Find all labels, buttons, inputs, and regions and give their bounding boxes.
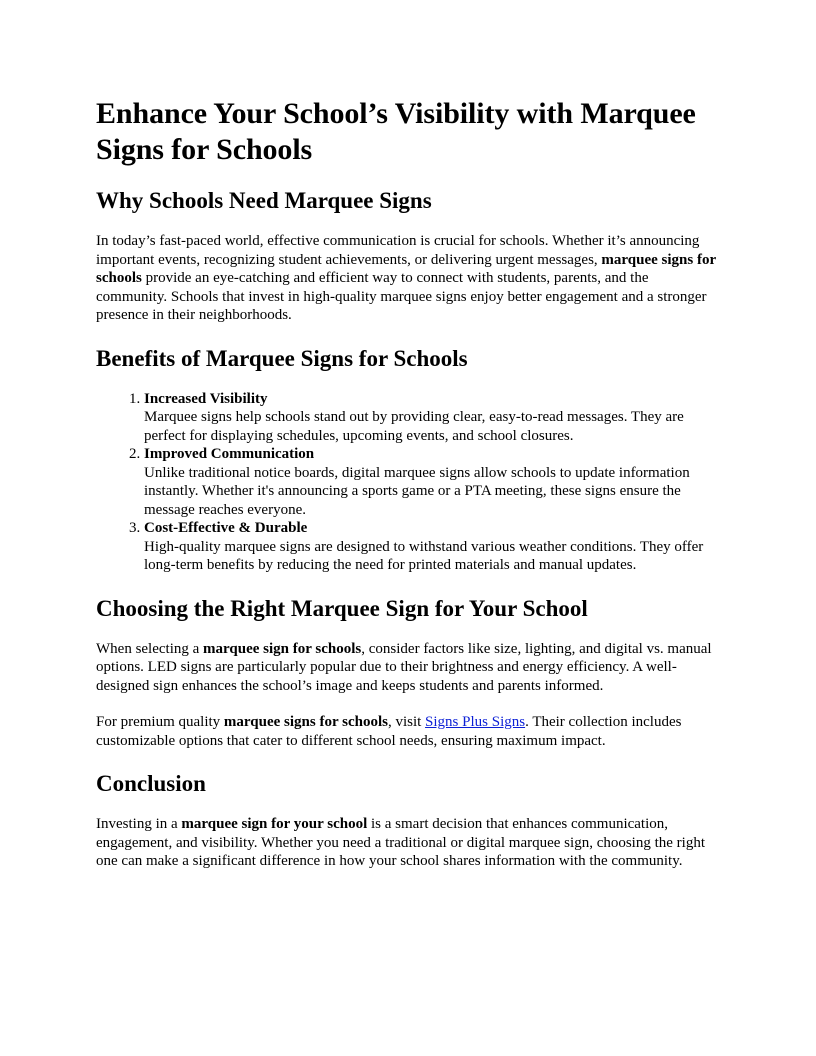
benefits-list (96, 390, 720, 575)
section-heading-choosing: Choosing the Right Marquee Sign for Your School (96, 595, 588, 621)
list-item-title: Improved Communication (144, 446, 315, 462)
bold-keyword: marquee signs for schools (223, 714, 388, 730)
paragraph-text: is a smart decision that enhances communication, engagement, and visibility. Whether you need a traditional or digital marquee sign, choosing the right one can make a significant difference in how your school shares information with the community. (96, 816, 706, 869)
paragraph-text: When selecting a (96, 640, 204, 657)
list-item (144, 390, 720, 446)
paragraph-text: . Their collection includes customizable options that cater to different school needs, ensuring maximum impact. (96, 714, 682, 749)
bold-keyword: marquee sign for schools (203, 640, 362, 657)
bold-keyword: marquee sign for your school (181, 816, 368, 832)
paragraph-text: provide an eye-catching and efficient way to connect with students, parents, and the community. Schools that invest in high-quality marquee signs enjoy better engagement and a stronger presence in their neighborhoods. (96, 270, 707, 323)
list-item-title: Increased Visibility (144, 390, 268, 407)
paragraph-text: Investing in a (96, 816, 182, 832)
paragraph-conclusion (96, 815, 720, 871)
paragraph-text: For premium quality (96, 714, 224, 730)
paragraph-choosing-2 (96, 713, 720, 750)
section-heading-benefits: Benefits of Marquee Signs for Schools (96, 345, 468, 371)
document-page (96, 96, 720, 889)
signs-plus-signs-link[interactable]: Signs Plus Signs (425, 714, 526, 730)
section-heading-why: Why Schools Need Marquee Signs (96, 188, 432, 213)
list-item-text: High-quality marquee signs are designed to withstand various weather conditions. They offer long-term benefits by reducing the need for printed materials and manual updates. (144, 538, 704, 573)
list-item-title: Cost-Effective & Durable (144, 520, 308, 536)
paragraph-text: , consider factors like size, lighting, and digital vs. manual options. LED signs are particularly popular due to their brightness and energy efficiency. A well-designed sign enhances the school’s image and keeps students and parents informed. (96, 640, 712, 694)
page-title: Enhance Your School’s Visibility with Marquee Signs for Schools (96, 97, 696, 166)
paragraph-text: In today’s fast-paced world, effective communication is crucial for schools. Whether it’s announcing important events, recognizing student achievements, or delivering urgent messages, (96, 233, 700, 268)
bold-keyword: marquee signs for schools (96, 251, 716, 286)
list-item-text: Marquee signs help schools stand out by providing clear, easy-to-read messages. They are perfect for displaying schedules, upcoming events, and school closures. (144, 409, 684, 444)
list-item-text: Unlike traditional notice boards, digital marquee signs allow schools to update information instantly. Whether it's announcing a sports game or a PTA meeting, these signs ensure the message reaches everyone. (144, 464, 690, 518)
paragraph-choosing-1 (96, 640, 720, 696)
paragraph-text: , visit (387, 714, 426, 730)
list-item (144, 519, 720, 575)
section-heading-conclusion: Conclusion (96, 771, 206, 796)
paragraph-why (96, 232, 720, 325)
list-item (144, 445, 720, 519)
